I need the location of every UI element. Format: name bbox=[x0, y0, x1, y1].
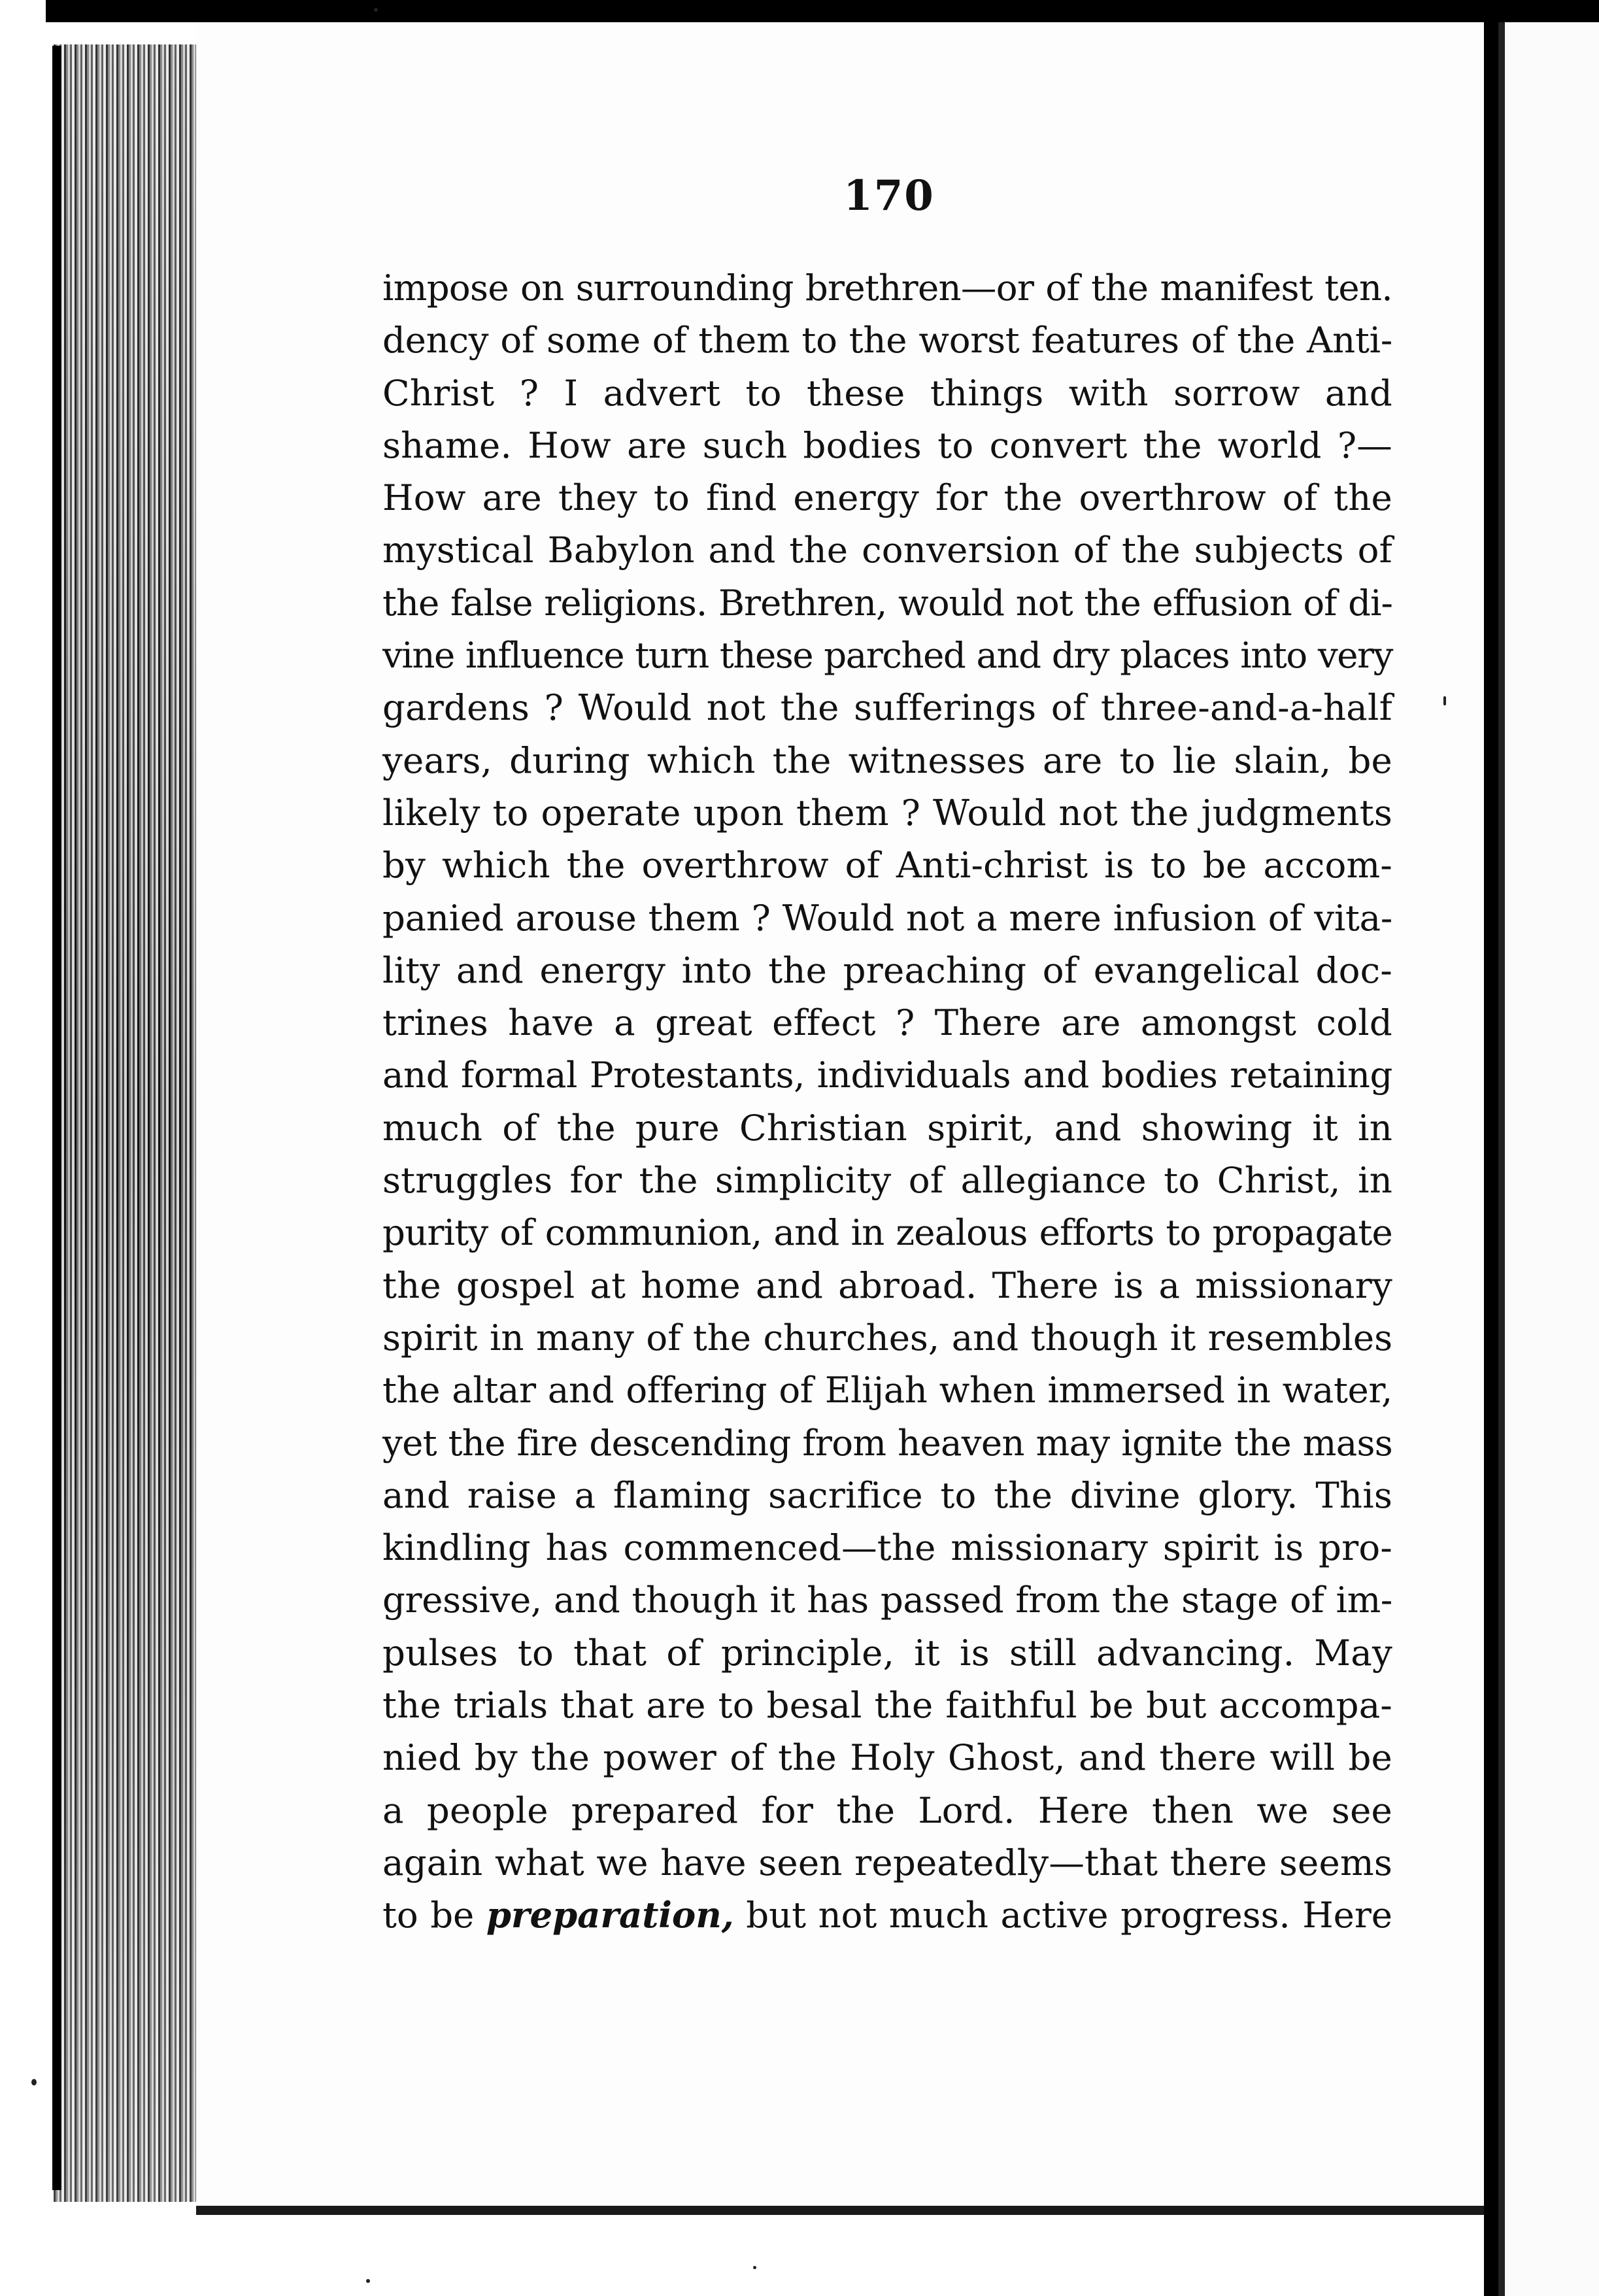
text-line: shame. How are such bodies to convert the world ?— bbox=[382, 424, 1392, 466]
text-line: vine influence turn these parched and dry places into very bbox=[382, 634, 1392, 677]
scan-speck bbox=[31, 2079, 37, 2085]
facing-page-edge bbox=[1498, 22, 1505, 2296]
text-fragment: but not much active progress. Here bbox=[733, 1894, 1392, 1936]
text-line: the altar and offering of Elijah when immersed in water, bbox=[382, 1369, 1392, 1411]
body-text bbox=[382, 262, 1392, 1942]
text-line: by which the overthrow of Anti-christ is to be accom- bbox=[382, 844, 1392, 886]
text-line: purity of communion, and in zealous efforts to propagate bbox=[382, 1211, 1392, 1254]
text-line: struggles for the simplicity of allegiance to Christ, in bbox=[382, 1159, 1392, 1202]
text-line: and raise a flaming sacrifice to the divine glory. This bbox=[382, 1474, 1392, 1516]
text-line: dency of some of them to the worst features of the Anti- bbox=[382, 319, 1392, 362]
text-line: panied arouse them ? Would not a mere infusion of vita- bbox=[382, 896, 1392, 939]
text-line: years, during which the witnesses are to lie slain, be bbox=[382, 739, 1392, 781]
text-line: yet the fire descending from heaven may ignite the mass bbox=[382, 1421, 1392, 1464]
text-line: How are they to find energy for the overthrow of the bbox=[382, 477, 1392, 519]
scan-speck bbox=[1443, 696, 1446, 705]
text-line: mystical Babylon and the conversion of the subjects of bbox=[382, 529, 1392, 571]
emphasized-word: preparation, bbox=[486, 1894, 734, 1936]
text-fragment: to be bbox=[382, 1894, 486, 1936]
text-line: impose on surrounding brethren—or of the manifest ten. bbox=[382, 267, 1392, 309]
text-line: Christ ? I advert to these things with sorrow and bbox=[382, 371, 1392, 414]
binding-gutter bbox=[1484, 0, 1498, 2296]
text-line: lity and energy into the preaching of evangelical doc- bbox=[382, 949, 1392, 991]
text-line: the false religions. Brethren, would not the effusion of di- bbox=[382, 581, 1392, 624]
text-line: and formal Protestants, individuals and bodies retaining bbox=[382, 1054, 1392, 1096]
text-line-last bbox=[382, 1889, 1392, 1941]
text-line: a people prepared for the Lord. Here then we see bbox=[382, 1789, 1392, 1831]
text-line: much of the pure Christian spirit, and showing it in bbox=[382, 1106, 1392, 1149]
book-fore-edge bbox=[54, 44, 197, 2202]
scan-top-border bbox=[46, 0, 1599, 22]
text-line: kindling has commenced—the missionary spirit is pro- bbox=[382, 1527, 1392, 1569]
scan-speck bbox=[374, 8, 378, 12]
text-line: the trials that are to besal the faithful be but accompa- bbox=[382, 1684, 1392, 1727]
text-line: spirit in many of the churches, and though it resembles bbox=[382, 1316, 1392, 1359]
text-line: nied by the power of the Holy Ghost, and there will be bbox=[382, 1736, 1392, 1779]
facing-page bbox=[1498, 22, 1599, 2296]
text-line: gardens ? Would not the sufferings of three-and-a-half bbox=[382, 686, 1392, 729]
page-number: 170 bbox=[843, 171, 935, 220]
text-line: pulses to that of principle, it is still advancing. May bbox=[382, 1631, 1392, 1674]
text-line: trines have a great effect ? There are amongst cold bbox=[382, 1002, 1392, 1044]
scan-speck bbox=[753, 2266, 756, 2269]
scan-speck bbox=[366, 2279, 370, 2283]
text-line: gressive, and though it has passed from the stage of im- bbox=[382, 1579, 1392, 1621]
text-line: likely to operate upon them ? Would not the judgments bbox=[382, 791, 1392, 834]
page-bottom-edge bbox=[196, 2206, 1484, 2215]
left-page-shadow bbox=[52, 46, 61, 2190]
text-line: the gospel at home and abroad. There is a missionary bbox=[382, 1264, 1392, 1306]
text-line: again what we have seen repeatedly—that there seems bbox=[382, 1841, 1392, 1883]
